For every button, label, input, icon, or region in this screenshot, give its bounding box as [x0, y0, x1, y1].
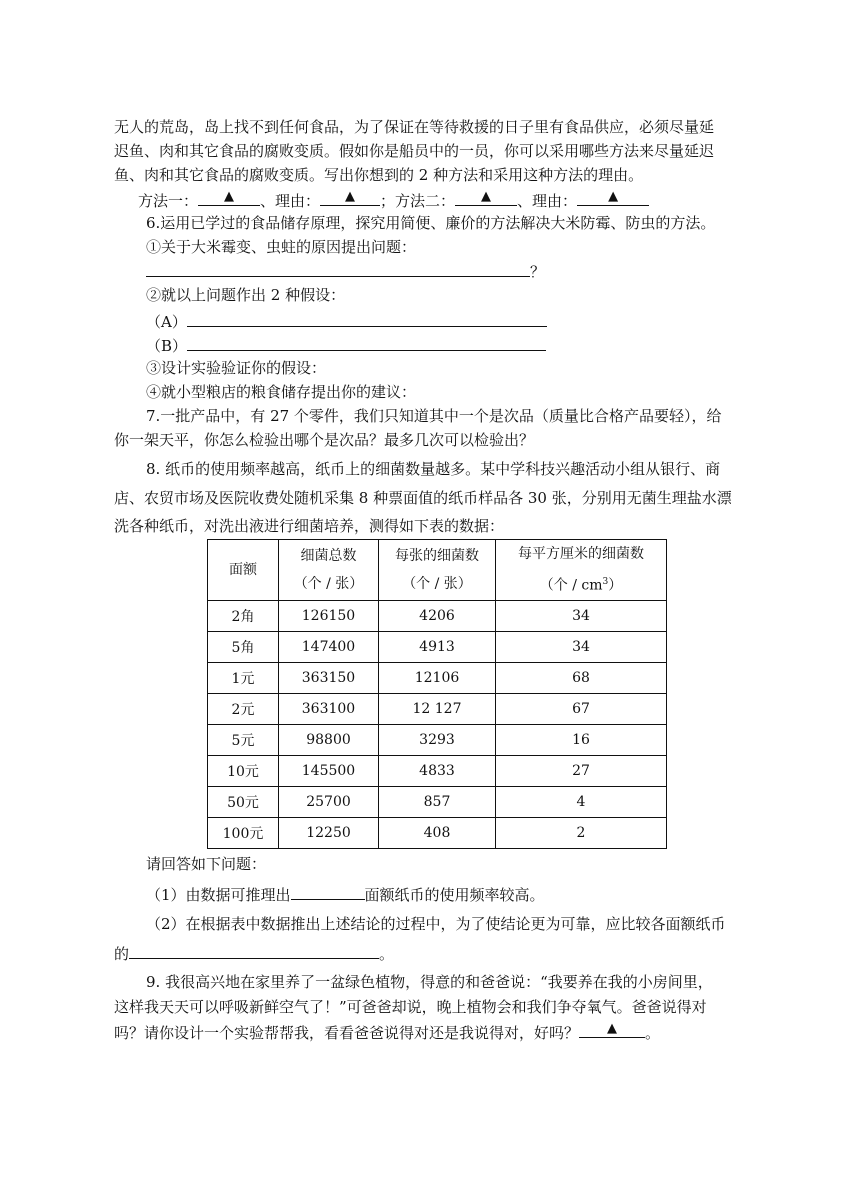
method-1-label: 方法一：	[138, 192, 199, 210]
table-cell: 408	[379, 818, 496, 849]
table-cell: 50元	[208, 787, 279, 818]
table-cell: 68	[496, 663, 667, 694]
table-cell: 145500	[279, 756, 379, 787]
intro-line-1: 无人的荒岛，岛上找不到任何食品，为了保证在等待救援的日子里有食品供应，必须尽量延	[114, 118, 715, 136]
table-cell: 3293	[379, 725, 496, 756]
answer-1	[146, 883, 545, 906]
intro-line-3: 鱼、肉和其它食品的腐败变质。写出你想到的 2 种方法和采用这种方法的理由。	[114, 166, 644, 184]
q8-line-3: 洗各种纸币，对洗出液进行细菌培养，测得如下表的数据：	[114, 517, 505, 535]
table-cell: 2	[496, 818, 667, 849]
table-row	[208, 787, 667, 818]
triangle-mark-icon: ▲	[607, 1021, 618, 1036]
table-cell: 126150	[279, 601, 379, 632]
table-cell: 12106	[379, 663, 496, 694]
answer-2-pre: 的	[114, 945, 130, 963]
answers-prompt: 请回答如下问题：	[146, 855, 267, 873]
triangle-mark-icon: ▲	[608, 189, 619, 204]
hypothesis-b	[146, 334, 546, 357]
table-cell: 25700	[279, 787, 379, 818]
hypothesis-b-blank[interactable]	[187, 334, 546, 351]
table-cell: 12250	[279, 818, 379, 849]
table-cell: 10元	[208, 756, 279, 787]
answer-1-pre: （1）由数据可推理出	[146, 886, 291, 904]
q9-line-1: 9. 我很高兴地在家里养了一盆绿色植物，得意的和爸爸说：“我要养在我的小房间里，	[146, 973, 713, 991]
table-row	[208, 725, 667, 756]
table-row	[208, 756, 667, 787]
triangle-mark-icon: ▲	[224, 189, 235, 204]
table-cell: 1元	[208, 663, 279, 694]
q8-line-2: 店、农贸市场及医院收费处随机采集 8 种票面值的纸币样品各 30 张，分别用无菌生理盐水漂	[114, 489, 732, 507]
q9-line-2: 这样我天天可以呼吸新鲜空气了！”可爸爸却说，晚上植物会和我们争夺氧气。爸爸说得对	[114, 998, 707, 1016]
q6-step-4: ④就小型粮店的粮食储存提出你的建议：	[146, 383, 417, 401]
hypothesis-a	[146, 310, 547, 333]
table-row	[208, 694, 667, 725]
q6-step-3: ③设计实验验证你的假设：	[146, 359, 327, 377]
q7-line-2: 你一架天平，你怎么检验出哪个是次品？最多几次可以检验出？	[114, 431, 535, 449]
q9-line-3-text: 吗？请你设计一个实验帮帮我，看看爸爸说得对还是我说得对，好吗？	[114, 1024, 580, 1042]
header-per-cm2: 每平方厘米的细菌数 （个 / $cm^3$）	[496, 540, 667, 601]
table-cell: 4206	[379, 601, 496, 632]
table-cell: 2元	[208, 694, 279, 725]
table-cell: 4833	[379, 756, 496, 787]
method-2-blank[interactable]	[455, 189, 517, 206]
methods-line	[138, 189, 649, 212]
table-cell: 98800	[279, 725, 379, 756]
table-cell: 100元	[208, 818, 279, 849]
reason-2-label: 、理由：	[517, 192, 578, 210]
question-blank[interactable]	[146, 260, 530, 277]
q6-step-1: ①关于大米霉变、虫蛀的原因提出问题：	[146, 238, 417, 256]
hypothesis-a-blank[interactable]	[187, 310, 547, 327]
table-row	[208, 663, 667, 694]
q9-end: 。	[645, 1024, 661, 1042]
header-denomination: 面额	[208, 540, 279, 601]
q9-line-3	[114, 1021, 660, 1044]
reason-1-label: 、理由：	[260, 192, 321, 210]
table-cell: 5角	[208, 632, 279, 663]
reason-2-blank[interactable]	[577, 189, 649, 206]
answer-2-line-2	[114, 942, 394, 965]
q8-line-1: 8. 纸币的使用频率越高，纸币上的细菌数量越多。某中学科技兴趣活动小组从银行、商	[146, 460, 721, 478]
table-cell: 16	[496, 725, 667, 756]
table-cell: 4	[496, 787, 667, 818]
table-cell: 2角	[208, 601, 279, 632]
table-cell: 27	[496, 756, 667, 787]
intro-line-2: 迟鱼、肉和其它食品的腐败变质。假如你是船员中的一员，你可以采用哪些方法来尽量延迟	[114, 142, 715, 160]
method-1-blank[interactable]	[198, 189, 260, 206]
table-cell: 857	[379, 787, 496, 818]
q7-line-1: 7.一批产品中，有 27 个零件，我们只知道其中一个是次品（质量比合格产品要轻），给	[146, 407, 722, 425]
table-header-row	[208, 540, 667, 601]
table-row	[208, 601, 667, 632]
table-cell: 12 127	[379, 694, 496, 725]
answer-1-post: 面额纸币的使用频率较高。	[364, 886, 545, 904]
answer-2-post: 。	[379, 945, 395, 963]
hypothesis-a-label: （A）	[146, 313, 187, 331]
table-cell: 34	[496, 632, 667, 663]
header-per-note: 每张的细菌数 （个 / 张）	[379, 540, 496, 601]
table-row	[208, 818, 667, 849]
triangle-mark-icon: ▲	[345, 189, 356, 204]
q9-answer-blank[interactable]	[579, 1021, 645, 1038]
answer-2-blank[interactable]	[129, 942, 379, 959]
table-cell: 67	[496, 694, 667, 725]
reason-1-blank[interactable]	[320, 189, 380, 206]
answer-1-blank[interactable]	[291, 883, 365, 900]
q6-title: 6.运用已学过的食品储存原理，探究用简便、廉价的方法解决大米防霉、防虫的方法。	[146, 214, 716, 232]
table-cell: 147400	[279, 632, 379, 663]
answer-2-line-1: （2）在根据表中数据推出上述结论的过程中，为了使结论更为可靠，应比较各面额纸币	[146, 915, 726, 933]
hypothesis-b-label: （B）	[146, 337, 188, 355]
bacteria-table	[207, 539, 667, 849]
method-2-label: ；方法二：	[380, 192, 456, 210]
table-cell: 4913	[379, 632, 496, 663]
table-cell: 34	[496, 601, 667, 632]
question-mark: ？	[530, 263, 546, 281]
q6-step-2: ②就以上问题作出 2 种假设：	[146, 286, 346, 304]
table-cell: 363150	[279, 663, 379, 694]
header-total: 细菌总数 （个 / 张）	[279, 540, 379, 601]
table-cell: 5元	[208, 725, 279, 756]
table-cell: 363100	[279, 694, 379, 725]
triangle-mark-icon: ▲	[481, 189, 492, 204]
q6-question-line	[146, 260, 545, 283]
table-row	[208, 632, 667, 663]
